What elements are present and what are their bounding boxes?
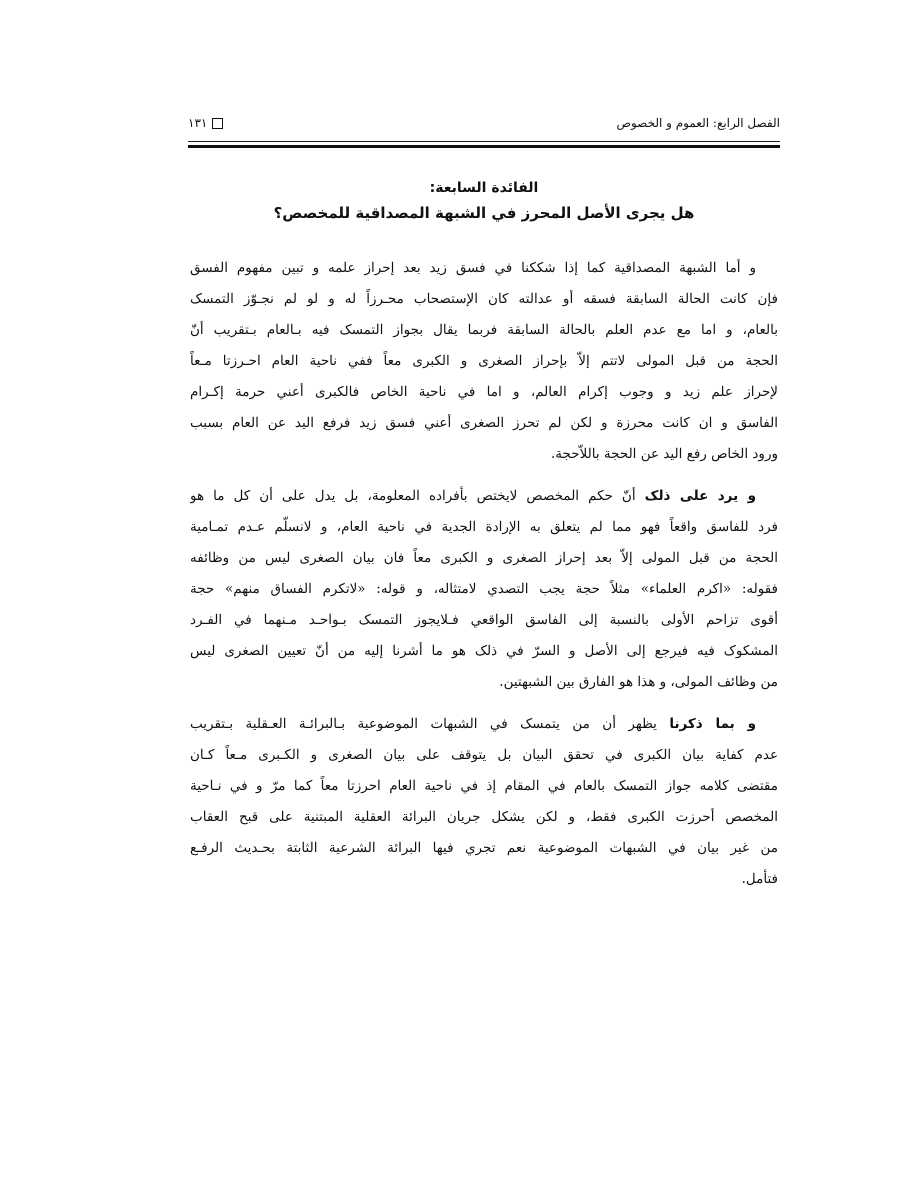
text-line: [190, 256, 778, 287]
section-heading: الفائدة السابعة:: [429, 180, 539, 196]
text-line: [190, 546, 778, 577]
paragraph: [190, 256, 778, 473]
line-text: عدم كفاية بيان الكبرى في تحقق البيان بل يتوقف على بيان الصغرى و الكـبرى مـعاً كـان: [190, 747, 778, 763]
paragraph: [190, 484, 778, 701]
line-text: و أما الشبهة المصداقية كما إذا شككنا في فسق زيد بعد إحراز علمه و تبين مفهوم الفسق: [190, 260, 756, 276]
page-number-group: [188, 116, 223, 130]
line-text: فقوله: «اكرم العلماء» مثلاً حجة يجب التصدي لامتثاله، و قوله: «لاتكرم الفساق منهم» حجة: [190, 581, 778, 597]
text-line: [190, 411, 778, 442]
page-number: ١٣١: [188, 116, 208, 130]
chapter-title: الفصل الرابع: العموم و الخصوص: [616, 116, 780, 130]
text-line: [190, 805, 778, 836]
line-text: يظهر أن من يتمسک في الشبهات الموضوعية بـالبرائـة العـقلية بـتقريب: [190, 716, 670, 732]
text-line: [190, 442, 778, 473]
header-rule: [188, 141, 780, 148]
line-text: بالعام، و اما مع عدم العلم بالحالة السابقة فربما يقال بجواز التمسک فيه بـالعام بـتقريب أنّ: [190, 322, 778, 338]
text-line: [190, 380, 778, 411]
text-line: [190, 743, 778, 774]
text-line: [190, 515, 778, 546]
text-line: [190, 287, 778, 318]
body-text: [190, 256, 778, 909]
line-text: المخصص أحرزت الكبرى فقط، و لكن يشكل جريان البرائة العقلية المبتنية على قبح العقاب: [190, 809, 778, 825]
text-line: [190, 484, 778, 515]
square-bullet-icon: [212, 118, 223, 129]
line-text: أقوى تزاحم الأولى بالنسبة إلى الفاسق الواقعي فـلايجوز التمسک بـواحـد مـنهما في الفـرد: [190, 612, 778, 628]
text-line: [190, 608, 778, 639]
bold-lead: و يرد على ذلک: [644, 488, 756, 504]
line-text: فإن كانت الحالة السابقة فسقه أو عدالته كان الإستصحاب محـرزاً له و لو لم نجـوّز التمسک: [190, 291, 778, 307]
text-line: [190, 836, 778, 867]
text-line: [190, 577, 778, 608]
text-line: [190, 318, 778, 349]
text-line: [190, 670, 778, 701]
text-line: [190, 867, 778, 898]
line-text: مقتضى كلامه جواز التمسک بالعام في المقام إذ في ناحية العام احرزتا معاً كما مرّ و في نـاحية: [190, 778, 778, 794]
text-line: [190, 774, 778, 805]
text-line: [190, 712, 778, 743]
line-text: المشكوک فيه فيرجع إلى الأصل و السرّ في ذلک هو ما أشرنا إليه من أنّ تعيين الصغرى ليس: [190, 643, 778, 659]
line-text: أنّ حكم المخصص لايختص بأفراده المعلومة، بل يدل على أن كل ما هو: [190, 488, 645, 504]
line-text: الفاسق و ان كانت محرزة و لكن لم تحرز الصغرى أعني فسق زيد فرفع اليد عن العام بسبب: [190, 415, 778, 431]
section-subheading: هل يجرى الأصل المحرز في الشبهة المصداقية للمخصص؟: [273, 204, 695, 222]
paragraph: [190, 712, 778, 898]
line-text: من وظائف المولى، و هذا هو الفارق بين الشبهتين.: [499, 674, 778, 690]
bold-lead: و بما ذكرنا: [669, 716, 757, 732]
line-text: فرد للفاسق واقعاً فهو مما لم يتعلق به الإرادة الجدية في ناحية العام، و لانسلّم عـدم تمـامية: [190, 519, 778, 535]
line-text: من غير بيان في الشبهات الموضوعية نعم تجري فيها البرائة الشرعية الثابتة بحـديث الرفـع: [190, 840, 778, 856]
line-text: فتأمل.: [741, 871, 778, 887]
text-line: [190, 639, 778, 670]
line-text: لإحراز علم زيد و وجوب إكرام العالم، و اما في ناحية الخاص فالكبرى أعني حرمة إكـرام: [190, 384, 778, 400]
line-text: الحجة من قبل المولى إلاّ بعد إحراز الصغرى و الكبرى معاً فان بيان الصغرى ليس من وظائفه: [190, 550, 778, 566]
line-text: ورود الخاص رفع اليد عن الحجة باللاّحجة.: [550, 446, 778, 462]
running-header: [188, 116, 780, 136]
line-text: الحجة من قبل المولى لاتتم إلاّ بإحراز الصغرى و الكبرى معاً ففي ناحية العام احـرزتا مـعاً: [190, 353, 778, 369]
text-line: [190, 349, 778, 380]
